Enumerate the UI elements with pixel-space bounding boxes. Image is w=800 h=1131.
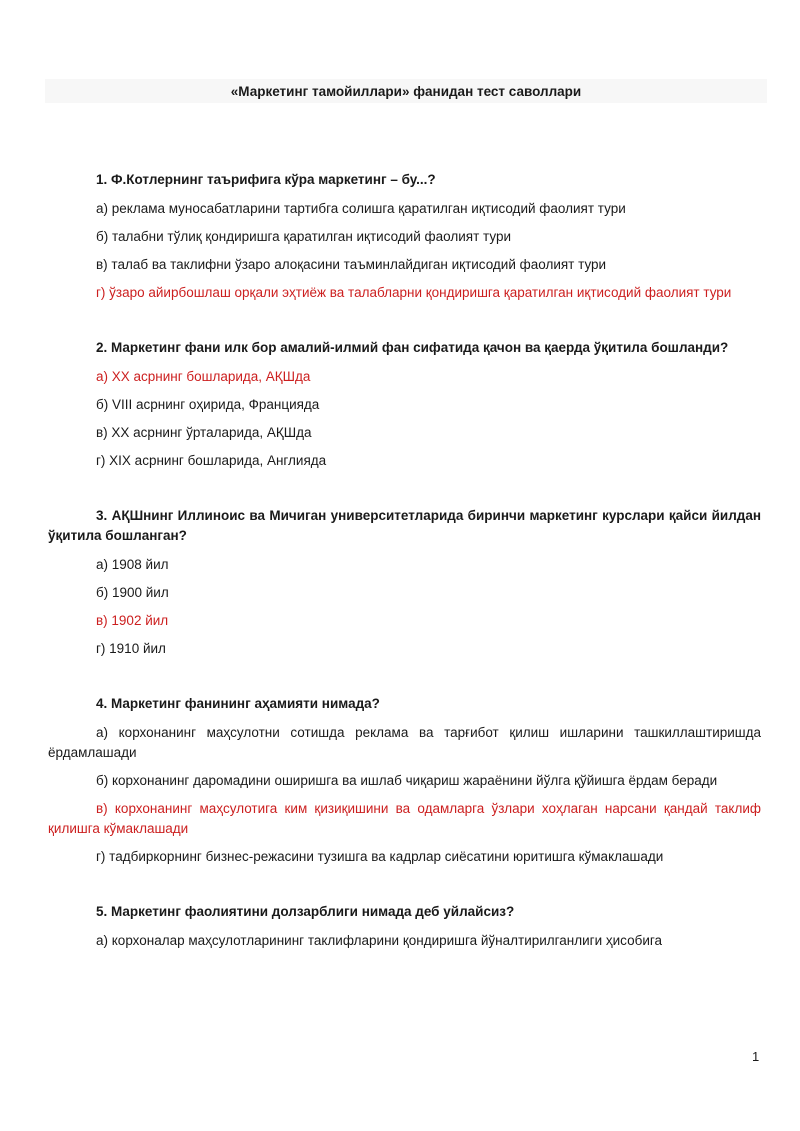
question-block (48, 338, 761, 471)
test-content (48, 170, 761, 959)
answer-option: а) корхонанинг маҳсулотни сотишда реклама ва тарғибот қилиш ишларини ташкиллаштиришда ёрдамлашади (48, 725, 761, 760)
answer-option: а) корхоналар маҳсулотларининг таклифларини қондиришга йўналтирилганлиги ҳисобига (96, 933, 662, 948)
correct-answer-option: в) 1902 йил (96, 613, 169, 628)
question-text: 5. Маркетинг фаолиятини долзарблиги нимада деб уйлайсиз? (96, 904, 515, 919)
correct-answer-option: в) корхонанинг маҳсулотига ким қизиқишини ва одамларга ўзлари хоҳлаган нарсани қандай таклиф қилишга кўмаклашади (48, 801, 761, 836)
answer-option: б) корхонанинг даромадини оширишга ва ишлаб чиқариш жараёнини йўлга қўйишга ёрдам беради (96, 773, 718, 788)
question-block (48, 506, 761, 659)
question-block (48, 694, 761, 867)
answer-option: г) 1910 йил (96, 641, 166, 656)
question-text: 4. Маркетинг фанининг аҳамияти нимада? (96, 696, 380, 711)
spacer (48, 479, 761, 506)
answer-option: г) XIX асрнинг бошларида, Англияда (96, 453, 327, 468)
question-text: 1. Ф.Котлернинг таърифига кўра маркетинг – бу...? (96, 172, 436, 187)
answer-option: а) 1908 йил (96, 557, 169, 572)
spacer (48, 667, 761, 694)
answer-option: в) талаб ва таклифни ўзаро алоқасини таъминлайдиган иқтисодий фаолият тури (96, 257, 607, 272)
question-block (48, 902, 761, 951)
answer-option: б) 1900 йил (96, 585, 169, 600)
correct-answer-option: г) ўзаро айирбошлаш орқали эҳтиёж ва талабларни қондиришга қаратилган иқтисодий фаолият тури (96, 285, 732, 300)
answer-option: в) XX асрнинг ўрталарида, АҚШда (96, 425, 312, 440)
page-number: 1 (752, 1049, 760, 1064)
spacer (48, 875, 761, 902)
page-title: «Маркетинг тамойиллари» фанидан тест саволлари (230, 84, 582, 99)
answer-option: б) VIII асрнинг оҳирида, Францияда (96, 397, 320, 412)
answer-option: г) тадбиркорнинг бизнес-режасини тузишга ва кадрлар сиёсатини юритишга кўмаклашади (96, 849, 664, 864)
question-text: 3. АҚШнинг Иллиноис ва Мичиган университетларида биринчи маркетинг курслари қайси йилдан ўқитила бошланган? (48, 508, 761, 543)
spacer (48, 311, 761, 338)
answer-option: б) талабни тўлиқ қондиришга қаратилган иқтисодий фаолият тури (96, 229, 511, 244)
question-text: 2. Маркетинг фани илк бор амалий-илмий фан сифатида қачон ва қаерда ўқитила бошланди? (96, 340, 729, 355)
correct-answer-option: а) XX асрнинг бошларида, АҚШда (96, 369, 311, 384)
answer-option: а) реклама муносабатларини тартибга солишга қаратилган иқтисодий фаолият тури (96, 201, 626, 216)
question-block (48, 170, 761, 303)
